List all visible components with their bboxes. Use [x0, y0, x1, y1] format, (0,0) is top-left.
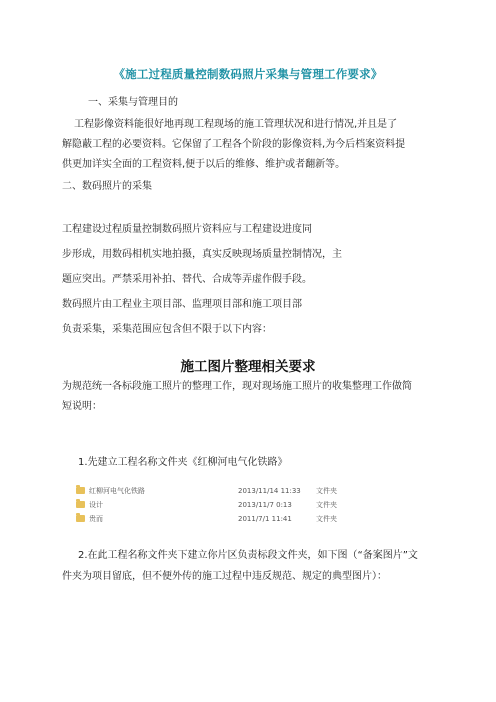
- section3-line-1: 为规范统一各标段施工照片的整理工作，现对现场施工照片的收集整理工作做简: [62, 381, 412, 392]
- section1-line-3: 供更加详实全面的工程资料,便于以后的维修、维护或者翻新等。: [62, 159, 346, 170]
- folder-row[interactable]: [76, 484, 402, 498]
- section1-line-1: 工程影像资料能很好地再现工程现场的施工管理状况和进行情况,并且是了: [74, 119, 398, 130]
- step2-line-2: 件夹为项目留底，但不便外传的施工过程中违反规范、规定的典型图片）：: [62, 571, 387, 582]
- folder-type: 文件夹: [316, 501, 337, 509]
- section1-heading: 一、采集与管理目的: [88, 97, 178, 108]
- folder-row[interactable]: [76, 498, 402, 512]
- section3-heading: 施工图片整理相关要求: [180, 359, 316, 375]
- folder-icon: [76, 487, 85, 494]
- folder-list: [76, 484, 402, 528]
- step1-text: 1.先建立工程名称文件夹《红柳河电气化铁路》: [78, 457, 288, 468]
- folder-row[interactable]: [76, 512, 402, 526]
- folder-type: 文件夹: [316, 487, 337, 495]
- section2-line-1: 工程建设过程质量控制数码照片资料应与工程建设进度同: [62, 224, 312, 235]
- section2-line-5: 负责采集，采集范围应包含但不限于以下内容：: [62, 324, 272, 335]
- folder-date: 2011/7/1 11:41: [238, 515, 292, 523]
- section3-line-2: 短说明：: [62, 401, 102, 412]
- step2-line-1: 2.在此工程名称文件夹下建立你片区负责标段文件夹，如下图（“备案图片”文: [78, 550, 418, 561]
- section2-line-3: 题应突出。严禁采用补拍、替代、合成等弄虚作假手段。: [62, 274, 312, 285]
- section2-line-4: 数码照片由工程业主项目部、监理项目部和施工项目部: [62, 299, 302, 310]
- folder-name: 贵而: [89, 515, 103, 523]
- folder-date: 2013/11/14 11:33: [238, 487, 301, 495]
- folder-icon: [76, 501, 85, 508]
- folder-date: 2013/11/7 0:13: [238, 501, 292, 509]
- folder-icon: [76, 515, 85, 522]
- section2-heading: 二、数码照片的采集: [62, 181, 152, 192]
- folder-name: 设计: [89, 501, 103, 509]
- section1-line-2: 解隐蔽工程的必要资料。它保留了工程各个阶段的影像资料,为今后档案资料提: [62, 139, 406, 150]
- document-title: 《施工过程质量控制数码照片采集与管理工作要求》: [113, 67, 383, 81]
- folder-type: 文件夹: [316, 515, 337, 523]
- folder-name: 红柳河电气化铁路: [89, 487, 145, 495]
- section2-line-2: 步形成，用数码相机实地拍摄，真实反映现场质量控制情况，主: [62, 249, 342, 260]
